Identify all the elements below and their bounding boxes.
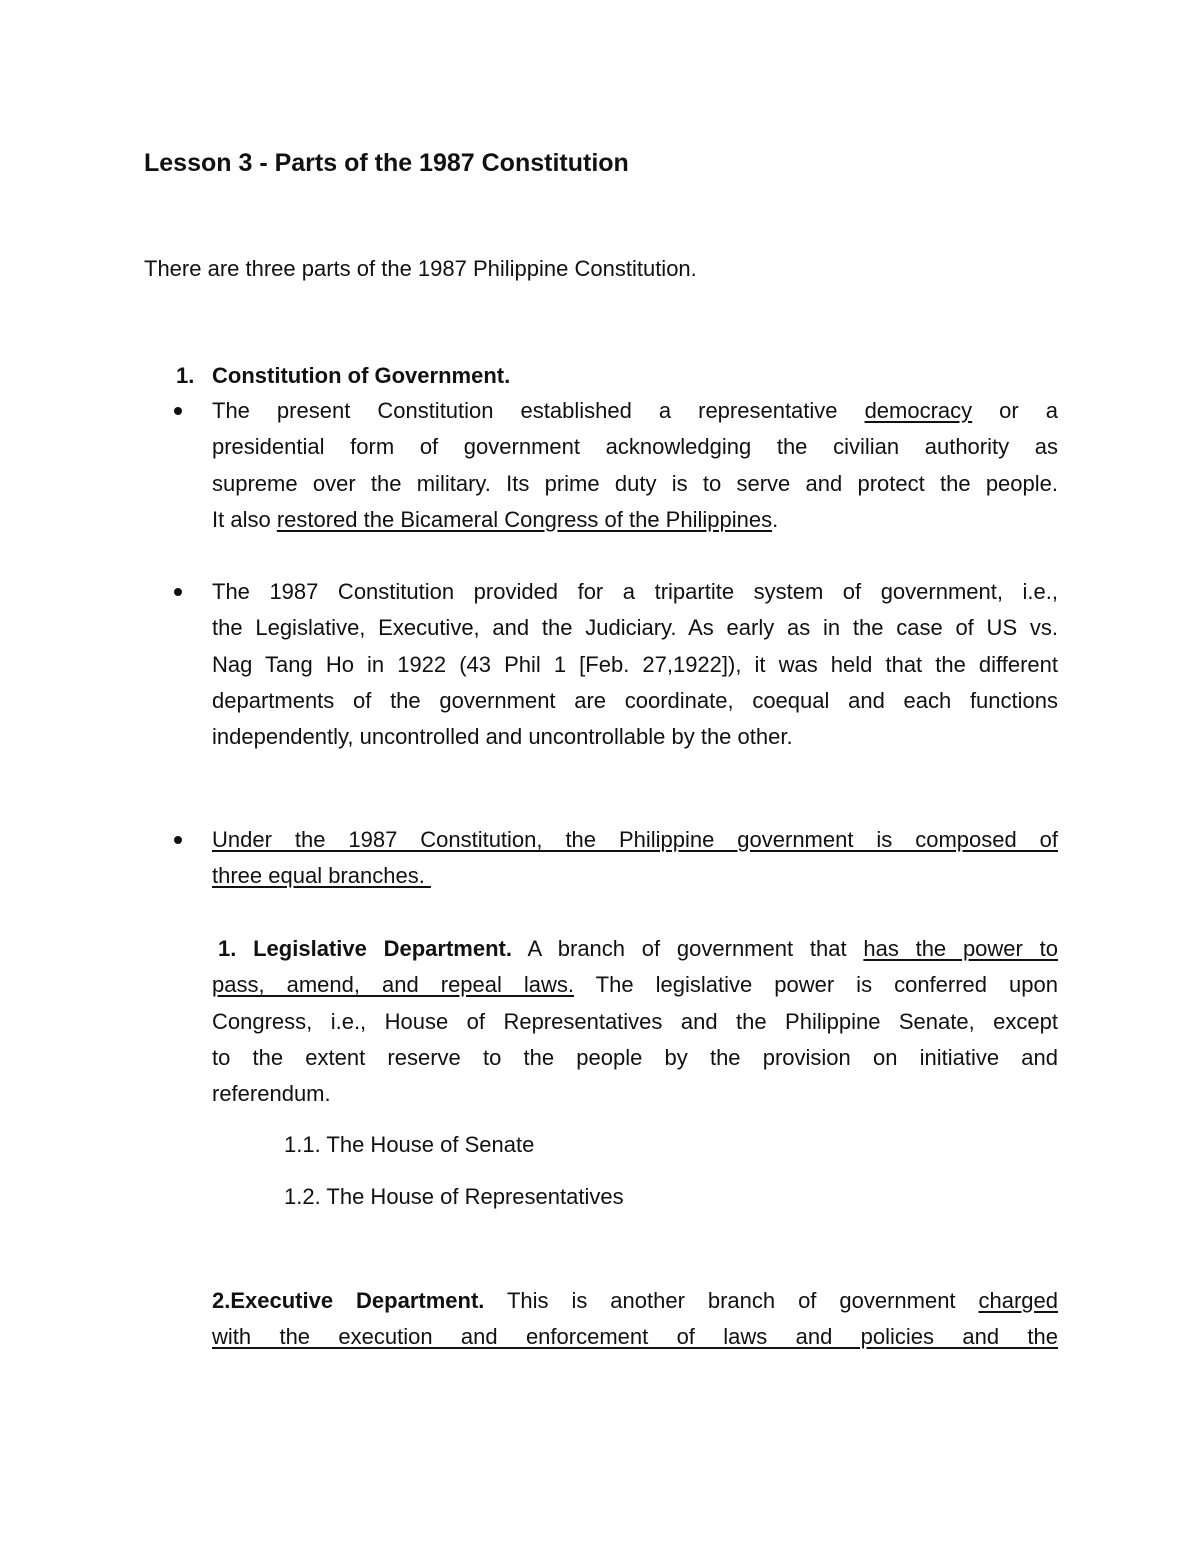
bullet-paragraph-representative-democracy <box>212 393 1058 538</box>
text-run: This is another branch of government <box>484 1288 979 1313</box>
paragraph-line: to the extent reserve to the people by the provision on initiative and <box>212 1044 1058 1070</box>
paragraph-line: Under the 1987 Constitution, the Philippine government is composed of <box>212 827 1058 852</box>
paragraph-line <box>212 931 1058 967</box>
text-run: . <box>772 506 779 532</box>
underlined-phrase-bicameral-congress: restored the Bicameral Congress of the Philippines <box>276 506 773 532</box>
section-heading-constitution-of-government <box>176 360 510 392</box>
bullet-paragraph-tripartite-system <box>212 574 1058 755</box>
paragraph-line: with the execution and enforcement of laws and policies and the <box>212 1324 1058 1350</box>
text-run: The legislative power is conferred upon <box>574 972 1058 998</box>
text-run: or a <box>972 398 1058 423</box>
bullet-paragraph-three-branches <box>212 822 1058 895</box>
underlined-phrase-pass-amend-repeal: pass, amend, and repeal laws. <box>212 972 575 998</box>
legislative-department-paragraph <box>212 931 1058 1112</box>
legislative-department-label: 1. Legislative Department. <box>218 936 512 961</box>
subitem-house-of-senate: 1.1. The House of Senate <box>284 1132 535 1157</box>
text-run: It also <box>212 506 277 532</box>
paragraph-line <box>212 502 1058 538</box>
paragraph-line: supreme over the military. Its prime duty is to serve and protect the people. <box>212 470 1058 496</box>
paragraph-line: Nag Tang Ho in 1922 (43 Phil 1 [Feb. 27,1922]), it was held that the different <box>212 651 1058 677</box>
section-number: 1. <box>176 363 195 388</box>
underlined-term-charged: charged <box>978 1288 1059 1313</box>
paragraph-line: The 1987 Constitution provided for a tripartite system of government, i.e., <box>212 579 1058 604</box>
section-heading-text: Constitution of Government. <box>212 363 511 388</box>
paragraph-line <box>212 1283 1058 1319</box>
bullet-icon <box>174 588 182 596</box>
underlined-phrase-power: has the power to <box>863 936 1058 961</box>
paragraph-line: referendum. <box>212 1081 331 1107</box>
paragraph-line: presidential form of government acknowledging the civilian authority as <box>212 434 1058 460</box>
underlined-phrase-three-branches: three equal branches. <box>212 863 431 889</box>
subitem-house-of-representatives: 1.2. The House of Representatives <box>284 1184 624 1209</box>
intro-paragraph: There are three parts of the 1987 Philippine Constitution. <box>144 256 697 281</box>
underlined-term-democracy: democracy <box>864 398 973 423</box>
bullet-icon <box>174 836 182 844</box>
bullet-icon <box>174 407 182 415</box>
paragraph-line <box>212 858 1058 894</box>
paragraph-line: the Legislative, Executive, and the Judiciary. As early as in the case of US vs. <box>212 615 1058 641</box>
text-run: The present Constitution established a representative <box>212 398 865 423</box>
paragraph-line: independently, uncontrolled and uncontrollable by the other. <box>212 724 793 750</box>
text-run: A branch of government that <box>511 936 864 961</box>
executive-department-paragraph <box>212 1283 1058 1356</box>
paragraph-line <box>212 967 1058 1003</box>
executive-department-label: 2.Executive Department. <box>212 1288 485 1313</box>
paragraph-line: departments of the government are coordinate, coequal and each functions <box>212 687 1058 713</box>
lesson-title: Lesson 3 - Parts of the 1987 Constitution <box>144 149 629 177</box>
paragraph-line: Congress, i.e., House of Representatives and the Philippine Senate, except <box>212 1008 1058 1034</box>
paragraph-line <box>212 393 1058 429</box>
